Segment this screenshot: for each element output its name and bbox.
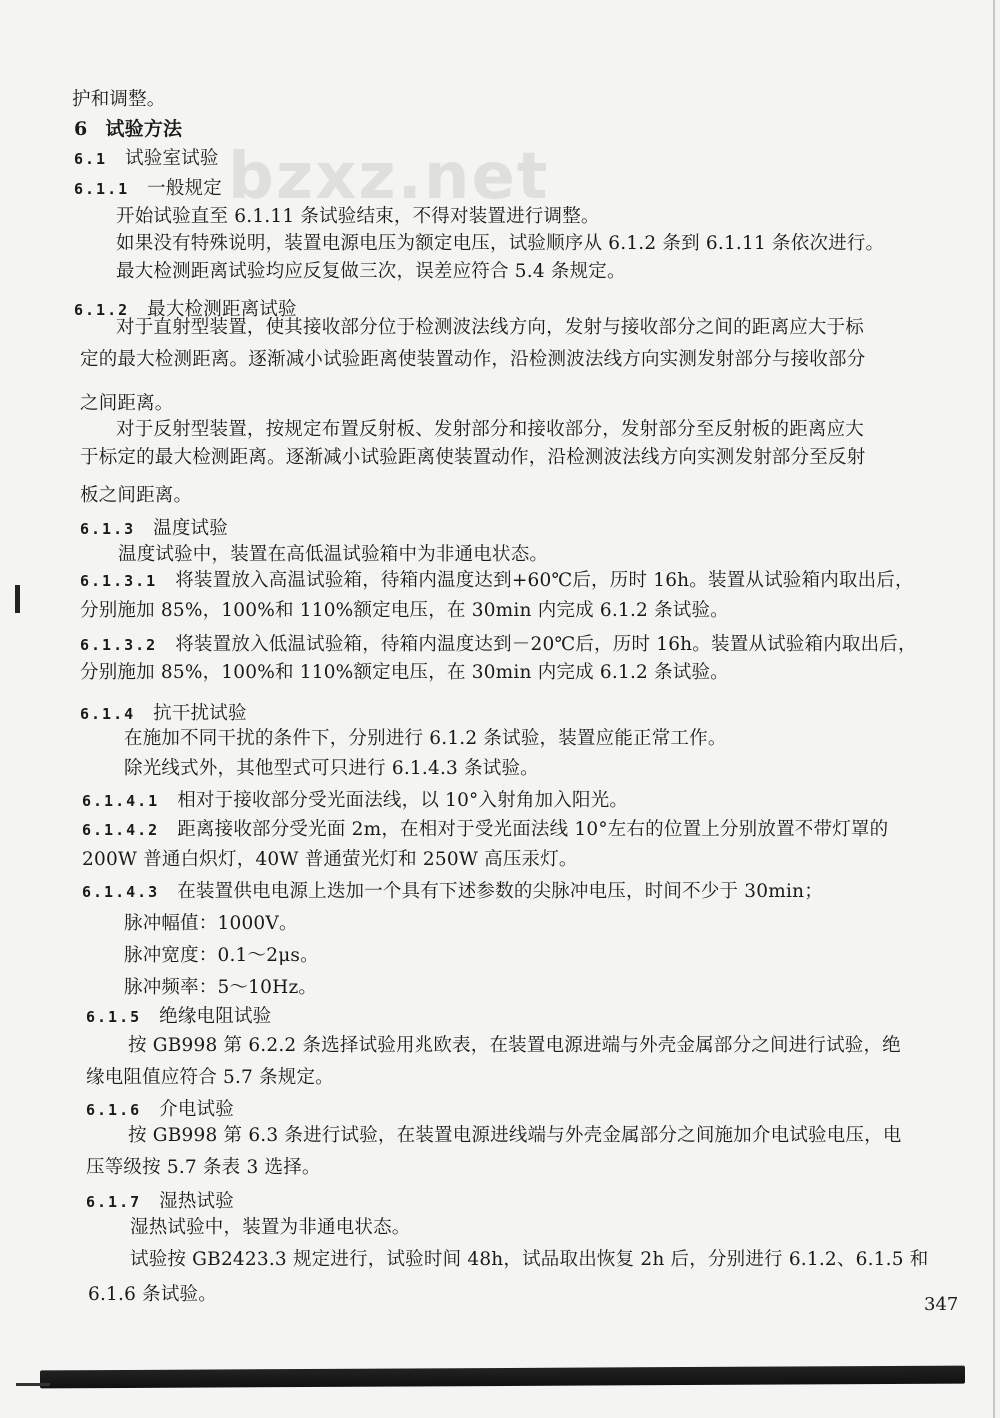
section-number: 6.1.2 bbox=[74, 301, 130, 319]
clause-heading bbox=[86, 1098, 234, 1122]
section-number: 6.1.6 bbox=[86, 1101, 142, 1119]
clause-text: 在装置供电电源上迭加一个具有下述参数的尖脉冲电压，时间不少于 30min； bbox=[177, 881, 823, 902]
text-line: 脉冲宽度：0.1～2μs。 bbox=[124, 945, 319, 966]
text-line: 按 GB998 第 6.3 条进行试验，在装置电源进线端与外壳金属部分之间施加介电试验电压，电 bbox=[128, 1125, 902, 1146]
section-number: 6.1.4 bbox=[80, 705, 136, 723]
text-line: 定的最大检测距离。逐渐减小试验距离使装置动作，沿检测波法线方向实测发射部分与接收部分 bbox=[80, 349, 866, 370]
text-line: 开始试验直至 6.1.11 条试验结束，不得对装置进行调整。 bbox=[116, 206, 600, 227]
text-line: 按 GB998 第 6.2.2 条选择试验用兆欧表，在装置电源进端与外壳金属部分之间进行试验，绝 bbox=[128, 1035, 901, 1056]
section-title: 试验方法 bbox=[105, 118, 183, 140]
text-line: 对于反射型装置，按规定布置反射板、发射部分和接收部分，发射部分至反射板的距离应大 bbox=[116, 419, 865, 440]
clause-heading bbox=[80, 517, 228, 541]
text-line: 试验按 GB2423.3 规定进行，试验时间 48h，试品取出恢复 2h 后，分别进行 6.1.2、6.1.5 和 bbox=[130, 1249, 929, 1270]
clause-paragraph bbox=[82, 880, 823, 904]
clause-text: 相对于接收部分受光面法线，以 10°入射角加入阳光。 bbox=[177, 790, 629, 811]
page-edge bbox=[993, 0, 995, 1418]
text-line: 湿热试验中，装置为非通电状态。 bbox=[130, 1217, 411, 1238]
text-line: 缘电阻值应符合 5.7 条规定。 bbox=[86, 1067, 334, 1088]
section-title: 试验室试验 bbox=[125, 148, 219, 169]
text-line: 在施加不同干扰的条件下，分别进行 6.1.2 条试验，装置应能正常工作。 bbox=[124, 728, 727, 749]
section-number: 6.1.5 bbox=[86, 1008, 142, 1026]
clause-paragraph bbox=[82, 789, 628, 813]
section-number: 6.1.3 bbox=[80, 520, 136, 538]
section-number: 6.1.3.1 bbox=[80, 572, 158, 590]
clause-text: 将装置放入高温试验箱，待箱内温度达到+60℃后，历时 16h。装置从试验箱内取出后， bbox=[175, 570, 914, 591]
text-line: 最大检测距离试验均应反复做三次，误差应符合 5.4 条规定。 bbox=[116, 261, 626, 282]
text-line: 压等级按 5.7 条表 3 选择。 bbox=[86, 1157, 321, 1178]
clause-heading bbox=[86, 1190, 234, 1214]
clause-paragraph bbox=[80, 633, 917, 657]
text-line: 板之间距离。 bbox=[80, 485, 193, 506]
section-number: 6.1 bbox=[74, 150, 108, 168]
text-line: 脉冲频率：5～10Hz。 bbox=[124, 977, 318, 998]
scan-mark bbox=[15, 585, 20, 613]
text-line: 分别施加 85%，100%和 110%额定电压，在 30min 内完成 6.1.2 条试验。 bbox=[80, 662, 729, 683]
text-line: 之间距离。 bbox=[80, 393, 174, 414]
text-line: 对于直射型装置，使其接收部分位于检测波法线方向，发射与接收部分之间的距离应大于标 bbox=[116, 317, 865, 338]
section-title: 绝缘电阻试验 bbox=[159, 1006, 272, 1027]
text-line: 护和调整。 bbox=[72, 89, 166, 110]
text-line: 分别施加 85%，100%和 110%额定电压，在 30min 内完成 6.1.2 条试验。 bbox=[80, 600, 729, 621]
section-title: 一般规定 bbox=[147, 178, 222, 199]
text-line: 温度试验中，装置在高低温试验箱中为非通电状态。 bbox=[118, 544, 549, 565]
clause-text: 将装置放入低温试验箱，待箱内温度达到－20℃后，历时 16h。装置从试验箱内取出后， bbox=[175, 634, 917, 655]
section-title: 介电试验 bbox=[159, 1099, 234, 1120]
section-title: 温度试验 bbox=[153, 518, 228, 539]
text-line: 6.1.6 条试验。 bbox=[88, 1284, 217, 1305]
text-line: 200W 普通白炽灯，40W 普通萤光灯和 250W 高压汞灯。 bbox=[82, 849, 578, 870]
scan-border bbox=[40, 1366, 965, 1389]
section-title: 湿热试验 bbox=[159, 1191, 234, 1212]
watermark: bzxz.net bbox=[228, 140, 550, 214]
section-number: 6 bbox=[74, 118, 88, 140]
section-heading bbox=[74, 117, 182, 141]
clause-heading bbox=[86, 1005, 271, 1029]
section-number: 6.1.7 bbox=[86, 1193, 142, 1211]
clause-text: 距离接收部分受光面 2m，在相对于受光面法线 10°左右的位置上分别放置不带灯罩的 bbox=[177, 819, 889, 840]
text-line: 于标定的最大检测距离。逐渐减小试验距离使装置动作，沿检测波法线方向实测发射部分至反射 bbox=[80, 447, 866, 468]
section-number: 6.1.4.1 bbox=[82, 792, 160, 810]
section-number: 6.1.1 bbox=[74, 180, 130, 198]
page-number: 347 bbox=[924, 1294, 959, 1315]
subsection-heading bbox=[74, 147, 219, 171]
clause-paragraph bbox=[82, 818, 888, 842]
text-line: 如果没有特殊说明，装置电源电压为额定电压，试验顺序从 6.1.2 条到 6.1.11 条依次进行。 bbox=[116, 233, 885, 254]
text-line: 除光线式外，其他型式可只进行 6.1.4.3 条试验。 bbox=[124, 758, 539, 779]
clause-heading bbox=[74, 177, 222, 201]
section-number: 6.1.4.2 bbox=[82, 821, 160, 839]
section-title: 最大检测距离试验 bbox=[147, 299, 297, 320]
scan-mark bbox=[16, 1383, 50, 1386]
section-number: 6.1.3.2 bbox=[80, 636, 158, 654]
section-number: 6.1.4.3 bbox=[82, 883, 160, 901]
clause-heading bbox=[80, 702, 247, 726]
clause-paragraph bbox=[80, 569, 914, 593]
text-line: 脉冲幅值：1000V。 bbox=[124, 913, 298, 934]
section-title: 抗干扰试验 bbox=[153, 703, 247, 724]
